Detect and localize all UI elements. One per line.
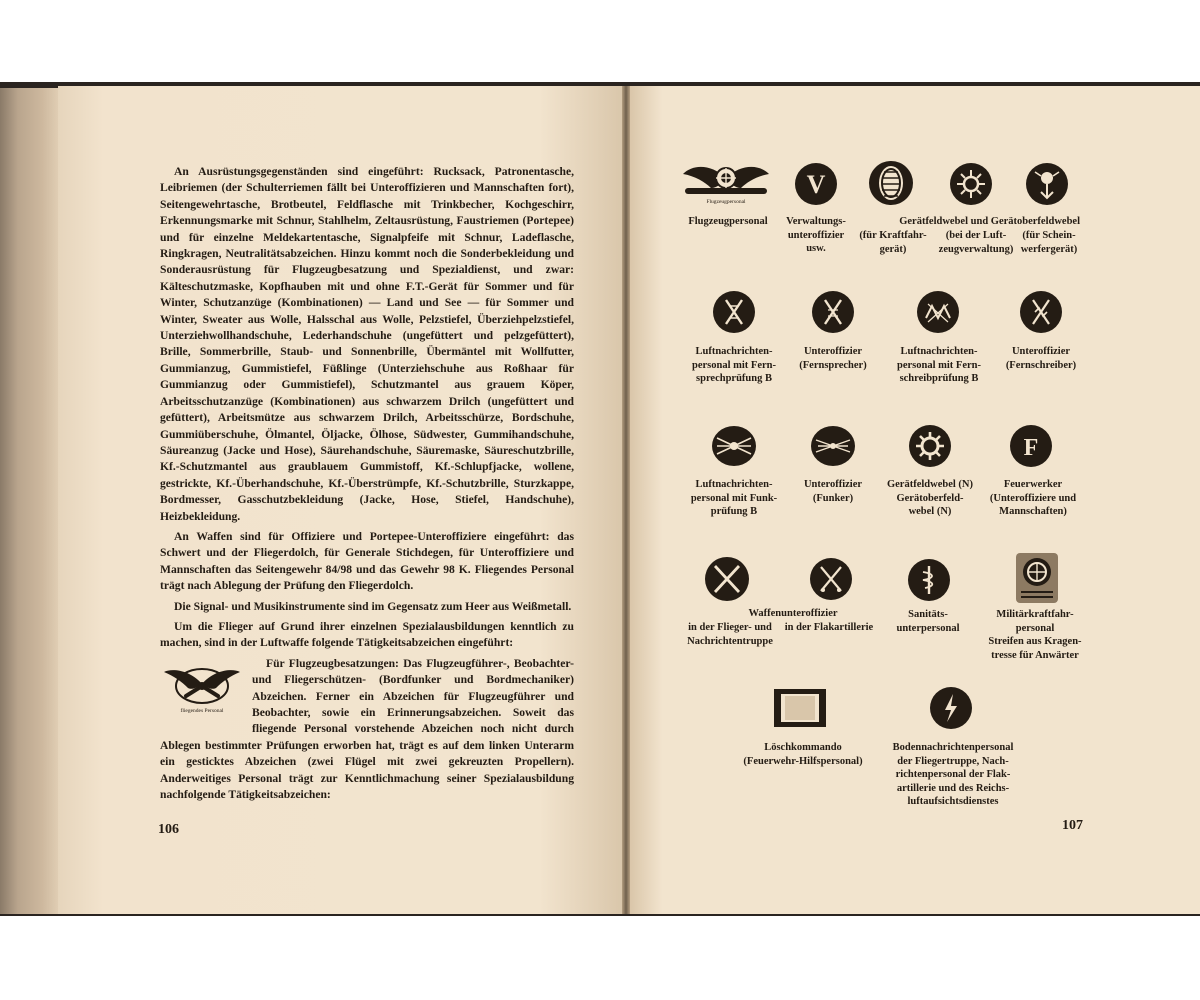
steering-wheel-patch-icon bbox=[1015, 552, 1059, 604]
crossed-rifles-icon bbox=[703, 556, 751, 602]
caption-geraetfeldwebel-n: Gerätfeldwebel (N) Gerätoberfeld- webel (N) bbox=[886, 479, 973, 517]
caption-sanitaet: Sanitäts- unterpersonal bbox=[896, 609, 960, 634]
paragraph-instruments: Die Signal- und Musikinstrumente sind im Gegensatz zum Heer aus Weißmetall. bbox=[174, 599, 572, 613]
badge-fernschreiber bbox=[1016, 290, 1066, 334]
badge-sanitaet bbox=[904, 558, 954, 602]
badge-geraetfeldwebel-n bbox=[905, 424, 955, 468]
badge-feuerwerker bbox=[1006, 424, 1056, 468]
paragraph-badges-intro: Um die Flieger auf Grund ihrer einzelnen Spezialausbildungen kenntlich zu machen, sind in der Luftwaffe folgende Tätigkeitsabzeichen eingeführt: bbox=[160, 619, 574, 650]
badge-waffen-flak bbox=[806, 556, 856, 602]
paragraph-aircrew: Für Flugzeugbesatzungen: Das Flugzeugführer-, Beobachter- und Fliegerschützen- (Bordfunker und Bordmechaniker) Abzeichen. Ferner ein Abzeichen für Flugzeugführer und Beobachter, sowie ein Erinnerungsabzeichen. Soweit das fliegende Personal vorstehende Abzeichen noch nicht durch Ablegen bestimmter Prüfungen erworben hat, trägt es auf dem linken Unterarm ein gesticktes Abzeichen (zwei Flügel mit zwei gekreuzten Propellern). Anderweitiges Personal trägt zur Kenntlichmachung seiner Spezialausbildung nachfolgende Tätigkeitsabzeichen: bbox=[160, 656, 574, 802]
caption-fernsprech-personal: Luftnachrichten- personal mit Fern- sprechprüfung B bbox=[692, 346, 776, 384]
flying-personnel-caption: fliegendes Personal bbox=[180, 707, 224, 714]
paragraph-weapons: An Waffen sind für Offiziere und Portepee-Unteroffiziere eingeführt: das Schwert und der Fliegerdolch, für Generale Stichdegen, für Unteroffiziere und Mannschaften das Seitengewehr 84/98 und das Gewehr 98 K. Fliegendes Personal trägt nach Ablegung der Prüfung den Fliegerdolch. bbox=[160, 529, 574, 593]
book-gutter bbox=[622, 86, 630, 914]
radio-wings-icon bbox=[711, 424, 757, 468]
caption-verwaltung: Verwaltungs- unteroffizier usw. bbox=[786, 216, 846, 254]
caption-fernschreiber: Unteroffizier (Fernschreiber) bbox=[1005, 346, 1077, 371]
badge-bodennachrichten bbox=[926, 686, 976, 730]
winged-gear-icon bbox=[949, 162, 993, 206]
page-number-left: 106 bbox=[158, 822, 179, 837]
badge-kraftfahrgeraet bbox=[866, 160, 916, 206]
crossed-cannons-icon bbox=[808, 556, 854, 602]
caption-luftzeugverwaltung: (bei der Luft- zeugverwaltung) bbox=[938, 230, 1014, 255]
caption-funker: Unteroffizier (Funker) bbox=[803, 479, 863, 504]
letter-v-badge-icon bbox=[794, 162, 838, 206]
armband-icon bbox=[773, 688, 827, 728]
paragraph-equipment: An Ausrüstungsgegenständen sind eingeführt: Rucksack, Patronentasche, Leibriemen (der Schulterriemen fällt bei Unteroffizieren und Mannschaften fort), Seitengewehrtasche, Brotbeutel, Feldflasche mit Trinkbecher, Kochgeschirr, Erkennungsmarke mit Schnur, Stahlhelm, Zeltausrüstung, Faustriemen (Portepee) und für einzelne Meldekartentasche, Signalpfeife mit Schnur, Ladeflasche, Ringkragen, Neutralitätsabzeichen. Hinzu kommt noch die Sonderbekleidung und Sonderausrüstung für Flugzeugbesatzung und Spezialdienst, und zwar: Kälteschutzmaske, Kopfhauben mit und ohne F.T.-Gerät für Sommer und für Winter, Schutzanzüge (Kombinationen) — Land und See — für Sommer und Winter, Sweater aus Wolle, Halsschal aus Wolle, Pelzstiefel, Überziehpelzstiefel, Unterziehwollhandschuhe, Lederhandschuhe (ungefüttert und pelzgefüttert), Brille, Sommerbrille, Staub- und Sonnenbrille, Übermäntel mit Wollfutter, Gummianzug, Gummistiefel, Füßlinge (Unterziehschuhe aus Roßhaar für Gummianzug oder Gummistiefel), Schutzmantel aus grauem Köper, Arbeitsschutzanzüge (Kombinationen) aus schwarzem Drilch (ungefüttert und gefüttert), Arbeitsmütze aus schwarzem Drilch, Arbeitsschürze, Bordschuhe, Gummiüberschuhe, Ölmantel, Öljacke, Ölhose, Südwester, Gummihandschuhe, Säureanzug (Jacke und Hose), Säurehandschuhe, Säuremaske, Säureschutzbrille, Kf.-Schutzmantel aus graublauem Gummistoff, Kf.-Schlupfjacke, wollene, gestrickte, Kf.-Überhandschuhe, Kf.-Überstrümpfe, Kf.-Schutzbrille, Sturzkappe, Bordmesser, Gasschutzbekleidung (Jacke, Hose, Stiefel, Handschuhe), Heizbekleidung. bbox=[160, 165, 574, 523]
aesculapius-icon bbox=[907, 558, 951, 602]
tire-icon bbox=[868, 160, 914, 206]
page-number-right: 107 bbox=[1062, 818, 1083, 833]
caption-waffen-flak: in der Flakartillerie bbox=[784, 622, 874, 633]
zigzag-lightning-icon bbox=[916, 290, 960, 334]
caption-waffen-flieger: in der Flieger- und Nachrichtentruppe bbox=[687, 622, 773, 647]
badge-luftzeugverwaltung bbox=[946, 162, 996, 206]
lightning-bolt-icon bbox=[929, 686, 973, 730]
badge-verwaltung bbox=[791, 162, 841, 206]
gear-icon bbox=[908, 424, 952, 468]
caption-feuerwerker: Feuerwerker (Unteroffiziere und Mannschaften) bbox=[989, 479, 1077, 517]
caption-geraetfeldwebel: Gerätfeldwebel und Gerätoberfeldwebel bbox=[899, 216, 1080, 227]
badge-small-caption: Flugzeugpersonal bbox=[706, 199, 746, 205]
caption-scheinwerfer: (für Schein- werfergerät) bbox=[1020, 230, 1078, 255]
crossed-lightning-icon bbox=[712, 290, 756, 334]
wings-eagle-icon bbox=[681, 158, 771, 200]
letter-f-badge-icon bbox=[1009, 424, 1053, 468]
badge-funker bbox=[808, 424, 858, 468]
caption-waffenunteroffizier: Waffenunteroffizier bbox=[748, 608, 838, 619]
badge-waffen-flieger bbox=[702, 556, 752, 602]
book-edge bbox=[0, 88, 60, 914]
caption-loeschkommando: Löschkommando (Feuerwehr-Hilfspersonal) bbox=[743, 742, 863, 767]
badge-flugzeugpersonal bbox=[678, 158, 774, 206]
glyph-v: V bbox=[806, 170, 826, 199]
radio-wings-icon bbox=[810, 424, 856, 468]
winged-propeller-icon bbox=[162, 662, 242, 708]
zigzag-lightning-icon bbox=[1019, 290, 1063, 334]
left-page-text bbox=[160, 164, 574, 807]
badge-kraftfahr bbox=[1012, 552, 1062, 604]
searchlight-icon bbox=[1025, 162, 1069, 206]
glyph-f: F bbox=[1023, 435, 1039, 461]
flying-personnel-badge bbox=[158, 662, 246, 722]
badge-fernsprech-personal bbox=[709, 290, 759, 334]
caption-bodennachrichten: Bodennachrichtenpersonal der Fliegertruppe, Nach- richtenpersonal der Flak- artillerie und des Reichs- luftaufsichtsdienstes bbox=[892, 742, 1014, 807]
caption-funk-personal: Luftnachrichten- personal mit Funk- prüfung B bbox=[690, 479, 778, 517]
caption-fernschreib-personal: Luftnachrichten- personal mit Fern- schreibprüfung B bbox=[897, 346, 981, 384]
caption-kraftfahrgeraet: (für Kraftfahr- gerät) bbox=[859, 230, 927, 255]
caption-fernsprecher: Unteroffizier (Fernsprecher) bbox=[799, 346, 867, 371]
badge-fernsprecher bbox=[808, 290, 858, 334]
caption-flugzeugpersonal: Flugzeugpersonal bbox=[688, 216, 768, 227]
crossed-lightning-icon bbox=[811, 290, 855, 334]
badge-loeschkommando bbox=[772, 688, 828, 728]
badge-fernschreib-personal bbox=[913, 290, 963, 334]
badge-scheinwerfer bbox=[1022, 162, 1072, 206]
caption-kraftfahr: Militärkraftfahr- personal Streifen aus Kragen- tresse für Anwärter bbox=[988, 609, 1082, 661]
badge-funk-personal bbox=[709, 424, 759, 468]
